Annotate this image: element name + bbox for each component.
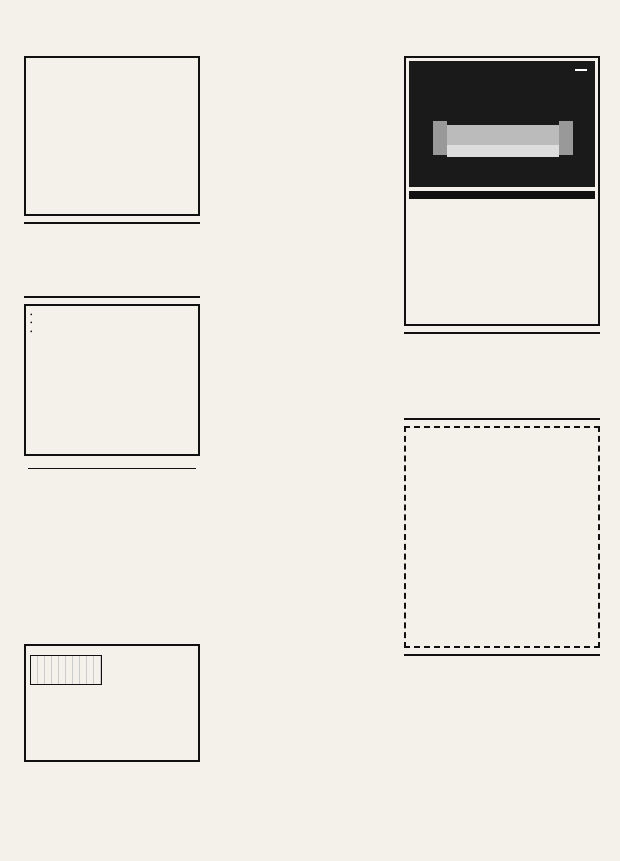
right-column xyxy=(404,56,600,810)
sofa-illustration xyxy=(433,111,573,167)
ad-triumph xyxy=(24,222,200,298)
ad-europcard xyxy=(24,304,200,456)
ad-item: • xyxy=(30,311,33,319)
ad-viso-chalet xyxy=(404,332,600,420)
ad-gonzalez-negro xyxy=(24,644,200,762)
ad-item: • xyxy=(30,327,33,336)
left-column xyxy=(24,56,200,768)
ad-sofas-camas xyxy=(404,56,600,326)
sofas-promo xyxy=(409,191,595,199)
ad-empresa-montajes xyxy=(404,654,600,804)
fireplace-illustration xyxy=(30,655,102,685)
ad-item: • xyxy=(30,319,33,328)
listings-column xyxy=(206,56,398,60)
ad-fotografias-aereas xyxy=(404,426,600,648)
ad-compro-terreno xyxy=(24,462,200,638)
ad-jefe-oficina xyxy=(24,56,200,216)
sofas-banner xyxy=(409,61,595,187)
brand-logo xyxy=(575,69,587,71)
